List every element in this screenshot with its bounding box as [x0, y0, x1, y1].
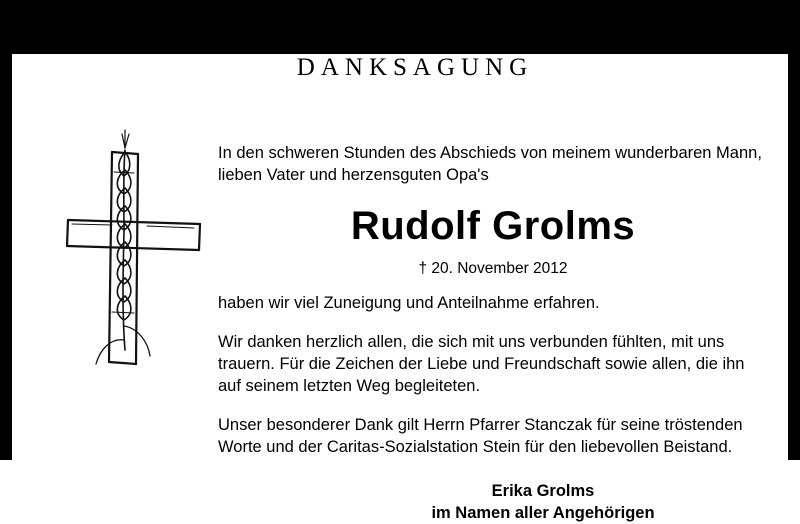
signature-name: Erika Grolms: [491, 482, 595, 500]
paragraph-2: Wir danken herzlich allen, die sich mit uns verbunden fühlten, mit uns trauern. Für die Zeichen der Liebe und Freundschaft sowie allen, die ihn auf seinem letzten Weg begleiteten.: [218, 333, 745, 395]
intro-paragraph: In den schweren Stunden des Abschieds von meinem wunderbaren Mann, lieben Vater und herzensguten Opa's: [218, 144, 762, 184]
signature-block: [218, 480, 768, 524]
deceased-name: Rudolf Grolms: [350, 204, 636, 248]
obituary-text: [218, 142, 768, 524]
signature-subtitle: im Namen aller Angehörigen: [431, 504, 655, 522]
cross-with-wheat-icon: [52, 112, 212, 377]
obituary-card: [12, 54, 788, 522]
death-date: † 20. November 2012: [418, 260, 568, 277]
paragraph-3: Unser besonderer Dank gilt Herrn Pfarrer Stanczak für seine tröstenden Worte und der Caritas-Sozialstation Stein für den liebevollen Beistand.: [218, 416, 743, 456]
page-title: DANKSAGUNG: [296, 54, 534, 81]
paragraph-1: haben wir viel Zuneigung und Anteilnahme erfahren.: [218, 294, 600, 312]
